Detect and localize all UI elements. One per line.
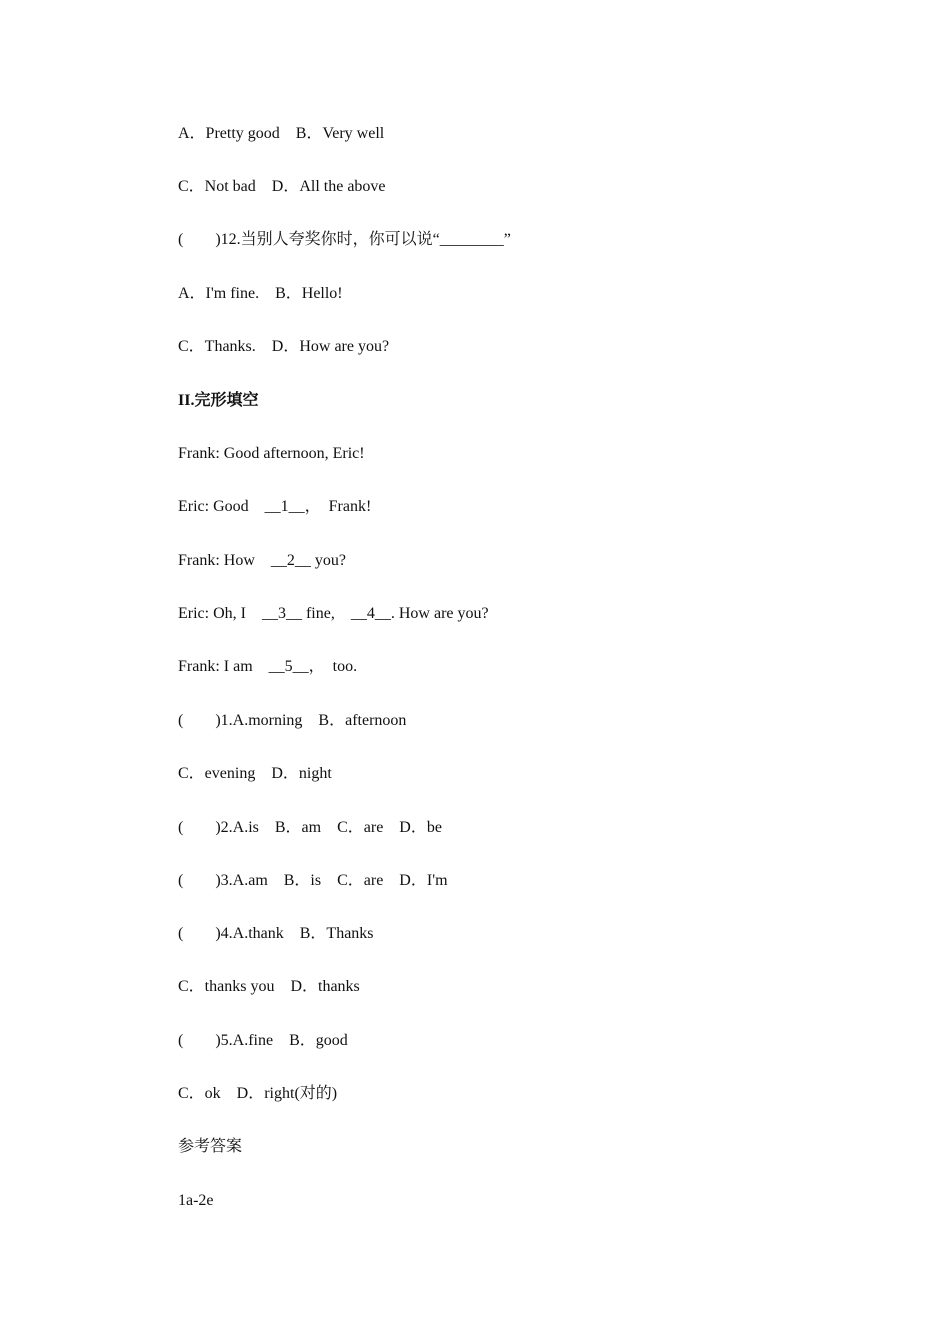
dialogue-line-1: Frank: Good afternoon, Eric!	[178, 445, 365, 462]
dialogue-line-3: Frank: How __2__ you?	[178, 552, 346, 569]
option-line-12cd: C．Thanks. D．How are you?	[178, 338, 390, 355]
cloze-options-5cd: C．ok D．right(对的)	[178, 1085, 338, 1102]
cloze-options-1cd: C．evening D．night	[178, 765, 332, 782]
cloze-question-4: ( )4.A.thank B．Thanks	[178, 925, 374, 942]
dialogue-line-2: Eric: Good __1__， Frank!	[178, 498, 372, 515]
cloze-options-4cd: C．thanks you D．thanks	[178, 978, 360, 995]
dialogue-line-5: Frank: I am __5__， too.	[178, 658, 358, 675]
cloze-question-1: ( )1.A.morning B．afternoon	[178, 712, 407, 729]
question-12: ( )12.当别人夸奖你时，你可以说“________”	[178, 231, 511, 248]
option-line-11ab: A．Pretty good B．Very well	[178, 125, 385, 142]
answer-key-heading: 参考答案	[178, 1138, 243, 1155]
cloze-question-2: ( )2.A.is B．am C．are D．be	[178, 819, 442, 836]
section-heading: II.完形填空	[178, 392, 259, 409]
option-line-12ab: A．I'm fine. B．Hello!	[178, 285, 343, 302]
answer-key-line: 1a-2e	[178, 1192, 214, 1209]
dialogue-line-4: Eric: Oh, I __3__ fine, __4__. How are you?	[178, 605, 489, 622]
cloze-question-3: ( )3.A.am B．is C．are D．I'm	[178, 872, 448, 889]
option-line-11cd: C．Not bad D．All the above	[178, 178, 386, 195]
cloze-question-5: ( )5.A.fine B．good	[178, 1032, 348, 1049]
